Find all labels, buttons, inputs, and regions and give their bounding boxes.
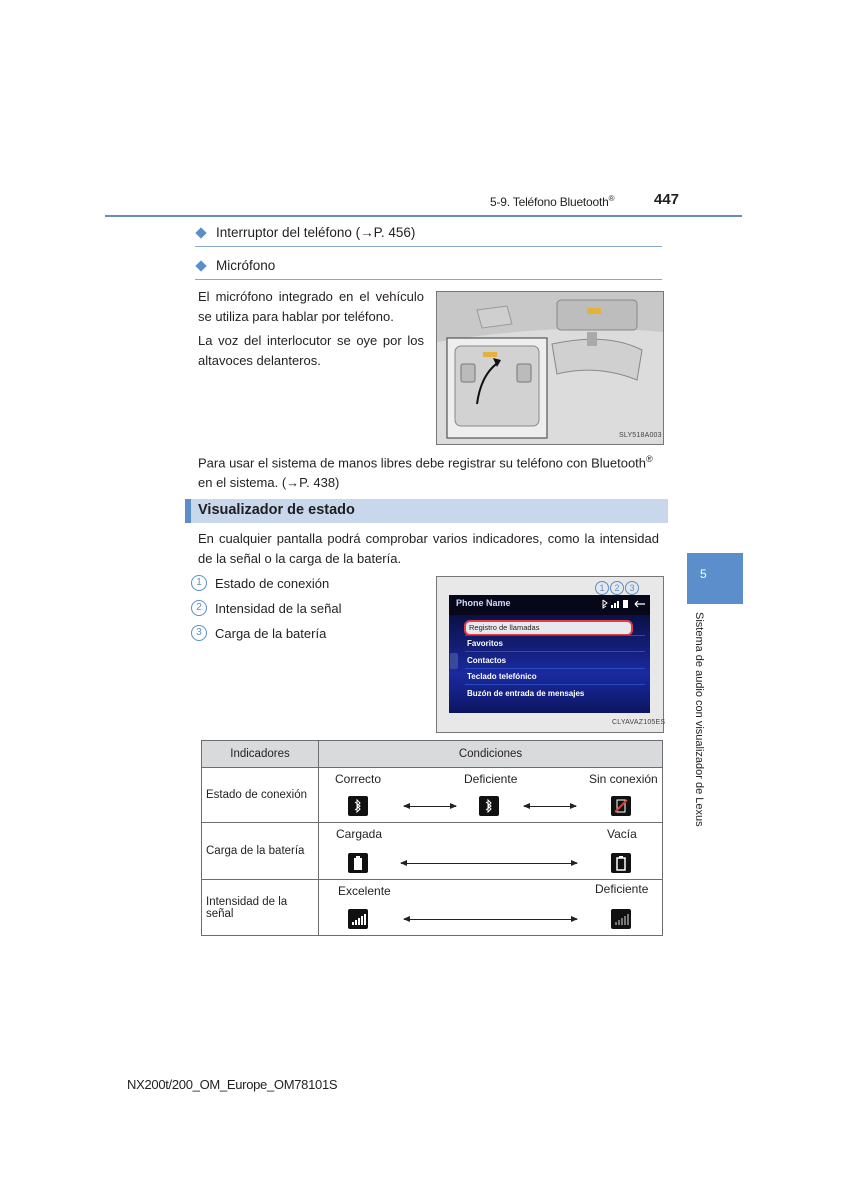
bullet-microphone (195, 258, 275, 273)
list-item-label: Estado de conexión (215, 575, 330, 591)
menu-item-favorites[interactable]: Favoritos (467, 639, 504, 648)
number-badge: 1 (191, 575, 207, 591)
indicator-signal: Intensidad de la señal (202, 880, 319, 936)
back-icon (635, 601, 645, 607)
double-arrow (404, 806, 456, 807)
condition-label: Correcto (335, 772, 382, 786)
section-header (490, 194, 614, 209)
indicator-connection: Estado de conexión (202, 768, 319, 823)
condition-label: Deficiente (464, 772, 518, 786)
menu-item-call-log[interactable]: Registro de llamadas (469, 623, 540, 632)
battery-empty-icon (611, 853, 631, 873)
phone-screen (449, 595, 650, 713)
list-item (191, 600, 341, 616)
section-title: Visualizador de estado (198, 502, 355, 518)
condition-label: Sin conexión (589, 772, 658, 786)
menu-divider (465, 668, 645, 669)
side-scroll-handle[interactable] (450, 653, 458, 669)
bluetooth-off-icon (611, 796, 631, 816)
list-item-label: Carga de la batería (215, 625, 327, 641)
section-header-text: 5-9. Teléfono Bluetooth (490, 195, 609, 209)
footer-code: NX200t/200_OM_Europe_OM78101S (127, 1077, 338, 1092)
menu-item-contacts[interactable]: Contactos (467, 656, 507, 665)
condition-label: Excelente (338, 884, 391, 898)
diamond-bullet-icon (195, 227, 206, 238)
menu-item-keypad[interactable]: Teclado telefónico (467, 672, 537, 681)
registered-mark: ® (608, 194, 615, 203)
photo-code: SLY518A003 (619, 432, 662, 439)
diamond-bullet-icon (195, 260, 206, 271)
status-icons (599, 598, 649, 610)
indicator-battery: Carga de la batería (202, 823, 319, 880)
condition-label: Deficiente (595, 882, 649, 896)
bluetooth-icon (603, 600, 607, 608)
handsfree-paragraph (198, 449, 662, 493)
table-row (202, 823, 663, 880)
menu-divider (465, 651, 645, 652)
signal-weak-icon (611, 909, 631, 929)
chapter-number: 5 (700, 567, 707, 581)
car-ceiling-illustration (437, 292, 663, 444)
list-item (191, 625, 326, 641)
divider (195, 246, 662, 247)
conditions-connection (319, 768, 663, 823)
chapter-label: Sistema de audio con visualizador de Lexus (693, 612, 705, 827)
callout-1: 1 (595, 581, 609, 595)
handsfree-text-1: Para usar el sistema de manos libres debe registrar su teléfono con Bluetooth (198, 455, 647, 471)
conditions-signal (319, 880, 663, 936)
table-header-indicators: Indicadores (202, 741, 319, 768)
mic-paragraph-1: El micrófono integrado en el vehículo se utiliza para hablar por teléfono. (198, 289, 424, 324)
handsfree-text-2: en el sistema. (→P. 438) (198, 475, 340, 491)
table-header-conditions: Condiciones (319, 741, 663, 768)
section-title-bar (185, 499, 668, 523)
list-item-label: Intensidad de la señal (215, 600, 342, 616)
number-badge: 2 (191, 600, 207, 616)
bluetooth-icon (479, 796, 499, 816)
table-row (202, 768, 663, 823)
page-number: 447 (654, 191, 680, 208)
menu-divider (465, 635, 645, 636)
double-arrow (401, 863, 577, 864)
header-rule (105, 215, 742, 217)
number-badge: 3 (191, 625, 207, 641)
microphone-photo (436, 291, 664, 445)
battery-full-icon (348, 853, 368, 873)
signal-strong-icon (348, 909, 368, 929)
battery-icon (623, 600, 628, 608)
phone-switch-label: Interruptor del teléfono (→P. 456) (216, 225, 416, 240)
status-intro: En cualquier pantalla podrá comprobar varios indicadores, como la intensidad de la señal o la carga de la batería. (198, 531, 659, 566)
callout-2: 2 (610, 581, 624, 595)
list-item (191, 575, 329, 591)
callouts (595, 581, 639, 595)
screen-code: CLYAVAZ105ES (612, 719, 666, 726)
microphone-label: Micrófono (216, 258, 276, 273)
menu-item-messages[interactable]: Buzón de entrada de mensajes (467, 689, 585, 698)
phone-name-title: Phone Name (456, 598, 511, 608)
bluetooth-icon (348, 796, 368, 816)
bullet-phone-switch (195, 225, 415, 240)
mic-paragraph-2: La voz del interlocutor se oye por los altavoces delanteros. (198, 333, 424, 368)
divider (195, 279, 662, 280)
condition-label: Vacía (607, 827, 637, 841)
menu-divider (465, 684, 645, 685)
callout-3: 3 (625, 581, 639, 595)
condition-label: Cargada (336, 827, 383, 841)
table-row (202, 880, 663, 936)
indicators-table (201, 740, 663, 936)
double-arrow (524, 806, 576, 807)
registered-mark: ® (646, 454, 653, 464)
chapter-tab (687, 553, 743, 604)
conditions-battery (319, 823, 663, 880)
double-arrow (404, 919, 577, 920)
